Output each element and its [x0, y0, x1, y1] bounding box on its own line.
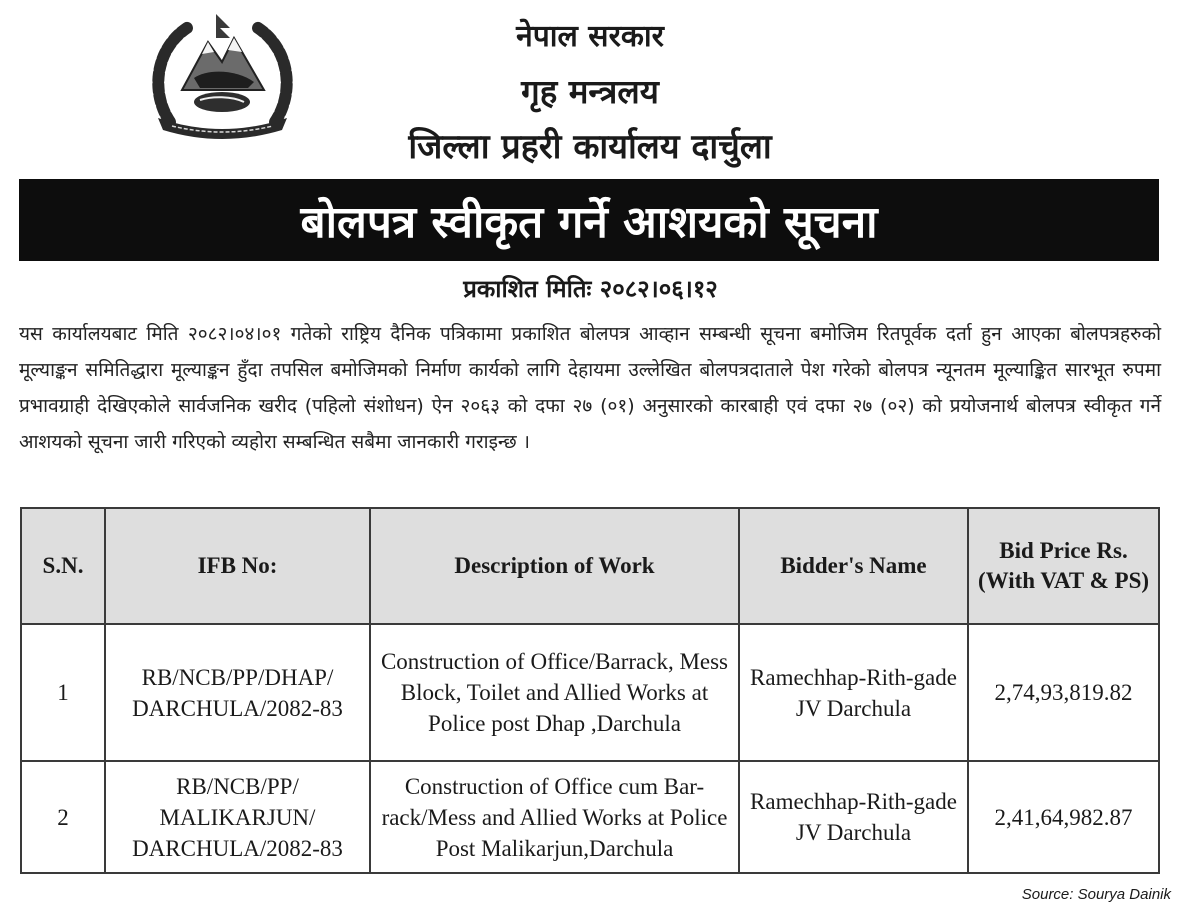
header-bidder-name: Bidder's Name	[739, 508, 968, 624]
office-name: जिल्ला प्रहरी कार्यालय दार्चुला	[408, 127, 772, 167]
table-row	[21, 624, 1159, 761]
notice-body: यस कार्यालयबाट मिति २०८२।०४।०१ गतेको राष्ट्रिय दैनिक पत्रिकामा प्रकाशित बोलपत्र आव्हान सम्बन्धी सूचना बमोजिम रितपूर्वक दर्ता हुन आएका बोलपत्रहरुको मूल्याङ्कन समितिद्धारा मूल्याङ्कन हुँदा तपसिल बमोजिमको निर्माण कार्यको लागि देहायमा उल्लेखित बोलपत्रदाताले पेश गरेको बोलपत्र न्यूनतम मूल्याङ्कित सारभूत रुपमा प्रभावग्राही देखिएकोले सार्वजनिक खरीद (पहिलो संशोधन) ऐन २०६३ को दफा २७ (०१) अनुसारको कारबाही एवं दफा २७ (०२) को प्रयोजनार्थ बोलपत्र स्वीकृत गर्ने आशयको सूचना जारी गरिएको व्यहोरा सम्बन्धित सबैमा जानकारी गराइन्छ ।	[19, 323, 1161, 453]
header-sn: S.N.	[21, 508, 105, 624]
cell-sn: 2	[21, 761, 105, 873]
nepal-government-emblem-icon	[150, 12, 295, 140]
government-name: नेपाल सरकार	[516, 19, 664, 54]
table-header-row	[21, 508, 1159, 624]
cell-description: Construction of Office cum Bar-rack/Mess and Allied Works at Police Post Malikarjun,Darchula	[370, 761, 739, 873]
bid-table	[20, 507, 1160, 874]
source-credit: Source: Sourya Dainik	[1021, 886, 1171, 903]
cell-ifb-no: RB/NCB/PP/ MALIKARJUN/ DARCHULA/2082-83	[105, 761, 370, 873]
table-row	[21, 761, 1159, 873]
ministry-name: गृह मन्त्रलय	[521, 72, 659, 111]
cell-bid-price: 2,74,93,819.82	[968, 624, 1159, 761]
header-ifb-no: IFB No:	[105, 508, 370, 624]
notice-title: बोलपत्र स्वीकृत गर्ने आशयको सूचना	[300, 197, 878, 248]
notice-title-banner	[19, 179, 1159, 261]
cell-bidder-name: Ramechhap-Rith-gade JV Darchula	[739, 624, 968, 761]
cell-ifb-no: RB/NCB/PP/DHAP/ DARCHULA/2082-83	[105, 624, 370, 761]
header-bid-price: Bid Price Rs. (With VAT & PS)	[968, 508, 1159, 624]
cell-sn: 1	[21, 624, 105, 761]
cell-description: Construction of Office/Barrack, Mess Block, Toilet and Allied Works at Police post Dhap ,Darchula	[370, 624, 739, 761]
cell-bidder-name: Ramechhap-Rith-gade JV Darchula	[739, 761, 968, 873]
header-description: Description of Work	[370, 508, 739, 624]
published-date: प्रकाशित मितिः २०८२।०६।१२	[463, 275, 718, 303]
cell-bid-price: 2,41,64,982.87	[968, 761, 1159, 873]
